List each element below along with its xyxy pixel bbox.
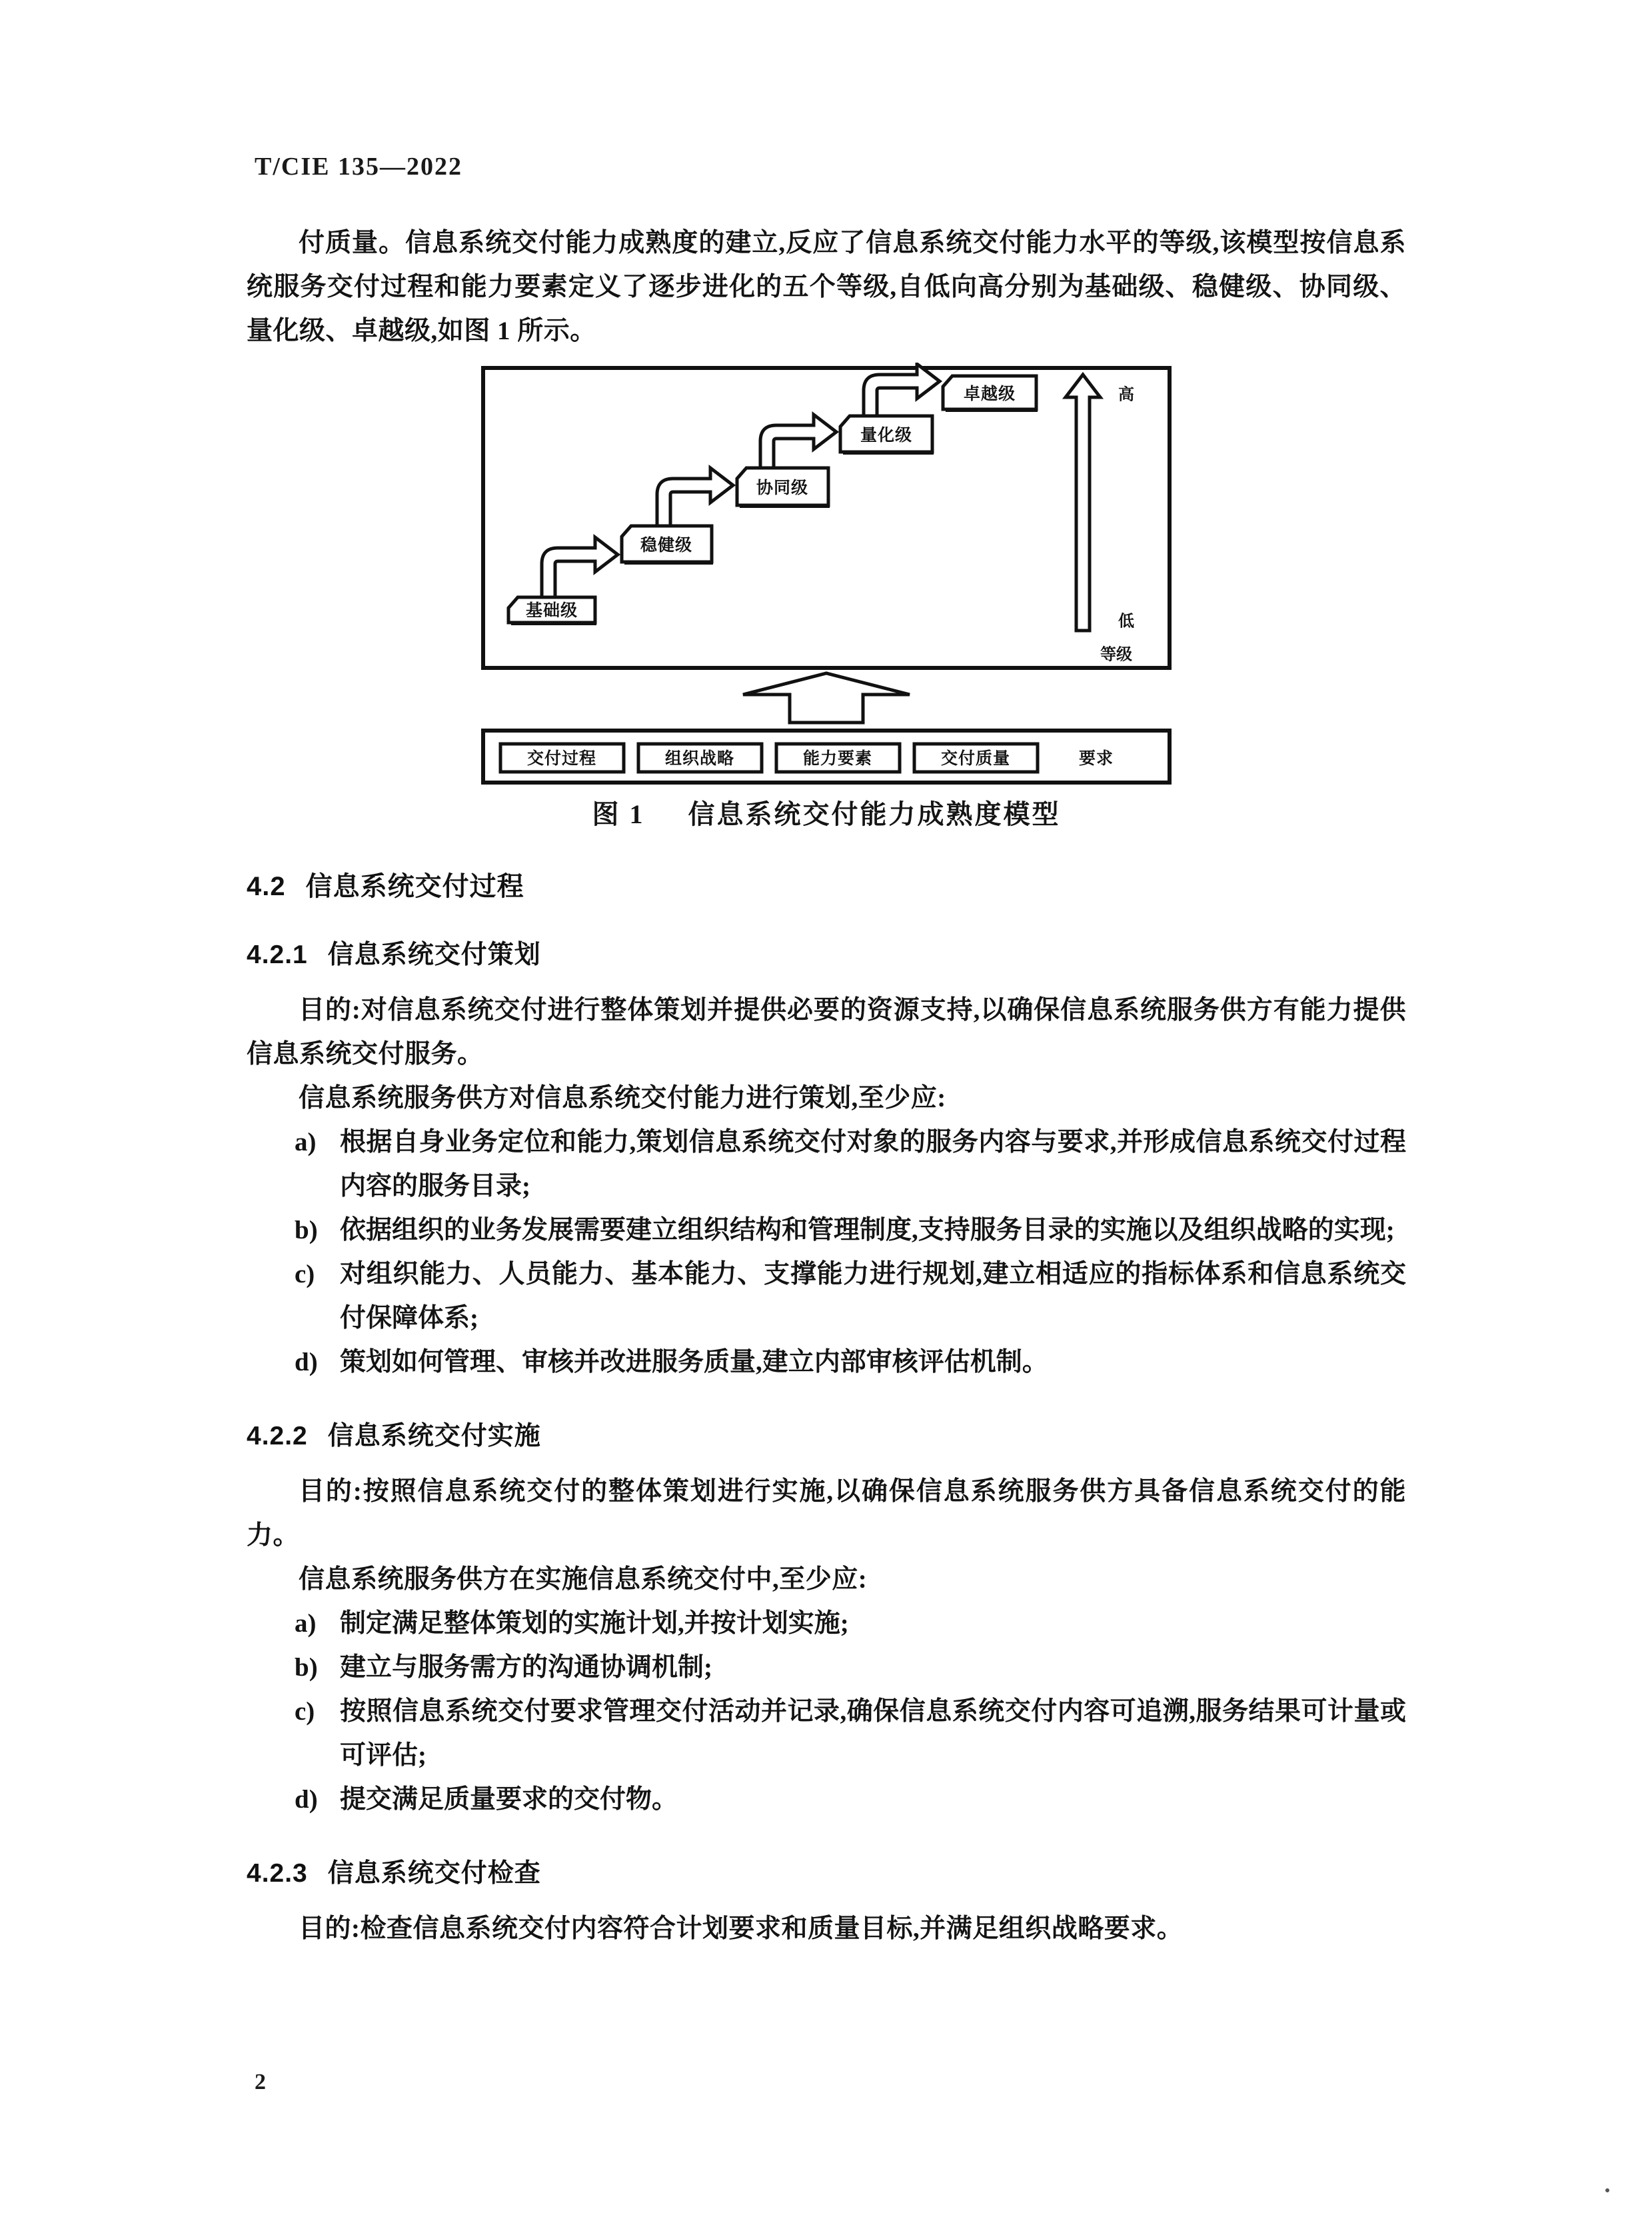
page-content <box>247 221 1406 1951</box>
grade-axis-arrow <box>1066 375 1100 631</box>
foundation-trailing-label: 要求 <box>1078 749 1114 768</box>
list-item <box>247 1208 1406 1252</box>
list-text: 策划如何管理、审核并改进服务质量,建立内部审核评估机制。 <box>340 1348 1048 1376</box>
axis-low-label: 低 <box>1118 612 1134 631</box>
support-arrow <box>743 673 910 723</box>
heading-4-2-title: 信息系统交付过程 <box>305 872 524 901</box>
figure-caption-title: 信息系统交付能力成熟度模型 <box>688 799 1061 829</box>
level-box-1 <box>508 597 596 625</box>
level-box-4-label: 量化级 <box>860 426 913 445</box>
list-text: 建立与服务需方的沟通协调机制; <box>340 1653 712 1682</box>
list-text: 按照信息系统交付要求管理交付活动并记录,确保信息系统交付内容可追溯,服务结果可计量或可评估; <box>340 1697 1406 1770</box>
heading-4-2-1-title: 信息系统交付策划 <box>327 941 541 969</box>
foundation-item-1 <box>500 744 624 772</box>
list-marker: d) <box>295 1348 318 1376</box>
foundation-item-3-label: 能力要素 <box>802 749 873 768</box>
leadin-4-2-1: 信息系统服务供方对信息系统交付能力进行策划,至少应: <box>299 1084 946 1112</box>
list-item <box>247 1778 1406 1822</box>
level-box-2 <box>622 526 713 565</box>
foundation-item-4 <box>914 744 1038 772</box>
level-box-4 <box>840 416 934 455</box>
standard-code-header: T/CIE 135—2022 <box>255 153 462 181</box>
heading-4-2-2-title: 信息系统交付实施 <box>327 1422 541 1450</box>
list-item <box>247 1120 1406 1208</box>
foundation-item-3 <box>776 744 900 772</box>
intro-paragraph: 付质量。信息系统交付能力成熟度的建立,反应了信息系统交付能力水平的等级,该模型按信息系统服务交付过程和能力要素定义了逐步进化的五个等级,自低向高分别为基础级、稳健级、协同级、量化级、卓越级,如图 1 所示。 <box>247 229 1406 345</box>
heading-4-2 <box>247 865 1406 903</box>
list-marker: d) <box>295 1785 318 1814</box>
list-item <box>247 1602 1406 1646</box>
purpose-4-2-2: 目的:按照信息系统交付的整体策划进行实施,以确保信息系统服务供方具备信息系统交付的能力。 <box>247 1477 1406 1550</box>
foundation-bar <box>483 731 1170 783</box>
list-marker: c) <box>295 1697 315 1726</box>
leadin-4-2-2: 信息系统服务供方在实施信息系统交付中,至少应: <box>299 1565 868 1594</box>
foundation-item-2-label: 组织战略 <box>664 749 735 768</box>
foundation-item-1-label: 交付过程 <box>526 749 597 768</box>
list-marker: c) <box>295 1260 315 1288</box>
list-item <box>247 1252 1406 1340</box>
page-number: 2 <box>255 2070 266 2094</box>
foundation-item-2 <box>638 744 762 772</box>
list-4-2-2 <box>247 1602 1406 1822</box>
heading-4-2-1-number: 4.2.1 <box>247 941 308 969</box>
level-box-1-label: 基础级 <box>525 601 578 620</box>
corner-mark <box>1605 2188 1609 2192</box>
level-box-5-label: 卓越级 <box>963 385 1016 403</box>
level-box-5 <box>943 376 1038 412</box>
heading-4-2-3-title: 信息系统交付检查 <box>327 1859 541 1888</box>
axis-name-label: 等级 <box>1100 645 1132 664</box>
progress-arrow-4 <box>864 364 940 416</box>
list-text: 依据组织的业务发展需要建立组织结构和管理制度,支持服务目录的实施以及组织战略的实现; <box>340 1216 1395 1244</box>
progress-arrow-1 <box>542 537 618 597</box>
progress-arrow-2 <box>657 468 733 526</box>
purpose-4-2-1: 目的:对信息系统交付进行整体策划并提供必要的资源支持,以确保信息系统服务供方有能力提供信息系统交付服务。 <box>247 996 1406 1069</box>
figure-caption-label: 图 1 <box>592 799 645 829</box>
list-text: 根据自身业务定位和能力,策划信息系统交付对象的服务内容与要求,并形成信息系统交付过程内容的服务目录; <box>340 1128 1406 1200</box>
level-box-3 <box>737 468 830 508</box>
list-item <box>247 1340 1406 1384</box>
heading-4-2-number: 4.2 <box>247 872 286 901</box>
figure-caption <box>247 793 1406 831</box>
purpose-4-2-3: 目的:检查信息系统交付内容符合计划要求和质量目标,并满足组织战略要求。 <box>299 1914 1184 1943</box>
figure-1 <box>247 363 1406 829</box>
maturity-model-diagram <box>476 363 1176 789</box>
heading-4-2-2-number: 4.2.2 <box>247 1422 308 1450</box>
list-text: 对组织能力、人员能力、基本能力、支撑能力进行规划,建立相适应的指标体系和信息系统交付保障体系; <box>340 1260 1406 1332</box>
level-box-2-label: 稳健级 <box>640 536 693 555</box>
progress-arrow-3 <box>760 415 836 468</box>
heading-4-2-3-number: 4.2.3 <box>247 1859 308 1888</box>
heading-4-2-3 <box>247 1852 1406 1890</box>
list-marker: a) <box>295 1609 317 1638</box>
foundation-item-4-label: 交付质量 <box>940 749 1011 768</box>
list-text: 制定满足整体策划的实施计划,并按计划实施; <box>340 1609 849 1638</box>
heading-4-2-1 <box>247 934 1406 971</box>
list-item <box>247 1690 1406 1778</box>
list-marker: b) <box>295 1653 318 1682</box>
list-text: 提交满足质量要求的交付物。 <box>340 1785 678 1814</box>
list-marker: b) <box>295 1216 318 1244</box>
list-4-2-1 <box>247 1120 1406 1384</box>
list-marker: a) <box>295 1128 317 1156</box>
level-box-3-label: 协同级 <box>756 479 809 497</box>
axis-high-label: 高 <box>1118 385 1134 404</box>
list-item <box>247 1646 1406 1690</box>
heading-4-2-2 <box>247 1415 1406 1452</box>
